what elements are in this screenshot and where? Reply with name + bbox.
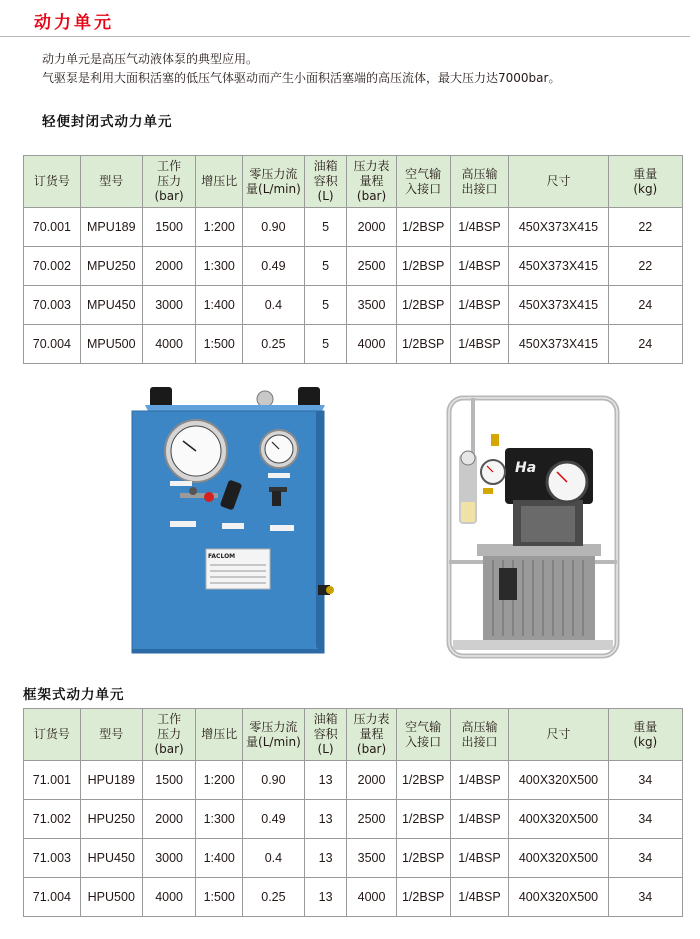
- column-header: [142, 156, 196, 208]
- table-cell: 70.003: [24, 286, 81, 325]
- table-cell: 450X373X415: [509, 286, 608, 325]
- table-cell: HPU250: [80, 800, 142, 839]
- column-header-line: 油箱: [313, 712, 338, 726]
- table-cell: 1/4BSP: [450, 208, 509, 247]
- table-cell: 400X320X500: [509, 761, 608, 800]
- column-header-line: 尺寸: [546, 174, 571, 188]
- column-header: [242, 709, 304, 761]
- table-cell: 1/2BSP: [396, 247, 450, 286]
- table-cell: 4000: [142, 878, 196, 917]
- table-cell: 71.003: [24, 839, 81, 878]
- intro-line-1: 动力单元是高压气动液体泵的典型应用。: [42, 52, 259, 66]
- column-header: [396, 709, 450, 761]
- column-header: [142, 709, 196, 761]
- table-cell: 22: [608, 247, 682, 286]
- table-cell: 0.25: [242, 325, 304, 364]
- pressure-gauge-small-icon: [260, 430, 298, 468]
- table-cell: 1:300: [196, 800, 242, 839]
- section-title-enclosed: 轻便封闭式动力单元: [42, 114, 173, 130]
- table-cell: 1/2BSP: [396, 878, 450, 917]
- table-cell: 34: [608, 878, 682, 917]
- table-cell: 2500: [347, 247, 397, 286]
- table-cell: 70.002: [24, 247, 81, 286]
- table-cell: 1/4BSP: [450, 286, 509, 325]
- table-cell: 0.49: [242, 800, 304, 839]
- table-cell: 1:200: [196, 761, 242, 800]
- table-cell: 71.002: [24, 800, 81, 839]
- column-header: [396, 156, 450, 208]
- column-header-line: (bar): [154, 742, 184, 756]
- table-cell: 1:400: [196, 286, 242, 325]
- header-divider: [0, 36, 690, 37]
- column-header-line: 压力表: [353, 159, 390, 173]
- nameplate-logo: FACLOM: [208, 553, 236, 560]
- table-cell: 24: [608, 325, 682, 364]
- column-header-line: (kg): [633, 734, 658, 749]
- column-header-line: 重量: [633, 719, 658, 734]
- column-header-line: 出接口: [461, 734, 498, 749]
- column-header-line: 量程: [359, 174, 384, 188]
- column-header-line: (bar): [356, 742, 387, 756]
- table-row: [24, 800, 683, 839]
- column-header: [196, 156, 242, 208]
- table-cell: 1:500: [196, 878, 242, 917]
- table-cell: 1/2BSP: [396, 208, 450, 247]
- column-header-line: 型号: [99, 174, 124, 188]
- table-cell: 0.49: [242, 247, 304, 286]
- table-cell: HPU500: [80, 878, 142, 917]
- table-cell: 1/2BSP: [396, 286, 450, 325]
- table-cell: 4000: [347, 878, 397, 917]
- table-cell: 34: [608, 839, 682, 878]
- table-cell: 13: [304, 839, 346, 878]
- column-header-line: 量(L/min): [246, 734, 301, 749]
- table-cell: 1/4BSP: [450, 325, 509, 364]
- column-header: [80, 709, 142, 761]
- column-header: [450, 709, 509, 761]
- table-cell: 0.25: [242, 878, 304, 917]
- column-header-line: 重量: [633, 166, 658, 181]
- table-cell: 3500: [347, 286, 397, 325]
- table-cell: 13: [304, 761, 346, 800]
- table-cell: 1:500: [196, 325, 242, 364]
- table-cell: 22: [608, 208, 682, 247]
- table-cell: 34: [608, 761, 682, 800]
- table-cell: 3000: [142, 286, 196, 325]
- table-cell: 0.4: [242, 839, 304, 878]
- column-header-line: 型号: [99, 727, 124, 741]
- table-cell: 1/4BSP: [450, 839, 509, 878]
- column-header: [608, 156, 682, 208]
- page-title: 动力单元: [34, 13, 114, 33]
- table-cell: 0.90: [242, 761, 304, 800]
- table-cell: 1/4BSP: [450, 247, 509, 286]
- table-row: [24, 761, 683, 800]
- intro-text: [42, 50, 560, 88]
- frame-power-unit-photo: [443, 392, 623, 662]
- table-row: [24, 247, 683, 286]
- table-row: [24, 839, 683, 878]
- table-cell: 1/2BSP: [396, 839, 450, 878]
- column-header-line: 压力表: [353, 712, 390, 726]
- column-header-line: 压力: [157, 727, 182, 741]
- table-cell: MPU500: [80, 325, 142, 364]
- table-cell: 400X320X500: [509, 878, 608, 917]
- column-header: [608, 709, 682, 761]
- table-cell: 1/2BSP: [396, 761, 450, 800]
- table-header-row: [24, 156, 683, 208]
- table-cell: 5: [304, 208, 346, 247]
- table-cell: 5: [304, 325, 346, 364]
- table-cell: 5: [304, 247, 346, 286]
- column-header-line: 容积: [313, 174, 338, 188]
- table-cell: 1:200: [196, 208, 242, 247]
- table-cell: MPU189: [80, 208, 142, 247]
- column-header-line: (kg): [633, 181, 658, 196]
- column-header-line: 零压力流: [249, 719, 298, 734]
- table-cell: HPU189: [80, 761, 142, 800]
- table-cell: MPU450: [80, 286, 142, 325]
- table-cell: 34: [608, 800, 682, 839]
- spec-table-enclosed: [23, 155, 683, 364]
- column-header-line: 工作: [157, 159, 182, 173]
- table-cell: 13: [304, 878, 346, 917]
- column-header-line: 压力: [157, 174, 182, 188]
- column-header: [24, 156, 81, 208]
- pressure-gauge-large-icon: [165, 420, 227, 482]
- column-header-line: 量(L/min): [246, 181, 301, 196]
- table-cell: 400X320X500: [509, 839, 608, 878]
- column-header: [242, 156, 304, 208]
- table-cell: 1:300: [196, 247, 242, 286]
- table-cell: HPU450: [80, 839, 142, 878]
- table-cell: 71.004: [24, 878, 81, 917]
- column-header: [196, 709, 242, 761]
- column-header-line: (L): [317, 742, 334, 756]
- table-row: [24, 286, 683, 325]
- page-header: [0, 0, 700, 40]
- column-header-line: 量程: [359, 727, 384, 741]
- column-header: [509, 156, 608, 208]
- table-cell: 2000: [142, 247, 196, 286]
- table-cell: 24: [608, 286, 682, 325]
- column-header-line: 订货号: [33, 727, 70, 741]
- column-header-line: 高压输: [461, 719, 498, 734]
- column-header-line: 入接口: [405, 734, 442, 749]
- column-header-line: 增压比: [201, 174, 238, 188]
- column-header-line: 增压比: [201, 727, 238, 741]
- table-cell: 2000: [347, 208, 397, 247]
- table-cell: 3500: [347, 839, 397, 878]
- table-cell: 2500: [347, 800, 397, 839]
- column-header-line: (bar): [356, 189, 387, 203]
- table-cell: 1/4BSP: [450, 761, 509, 800]
- table-row: [24, 878, 683, 917]
- table-cell: 71.001: [24, 761, 81, 800]
- pump-brand-logo: Ha: [515, 460, 537, 476]
- table-row: [24, 208, 683, 247]
- column-header: [80, 156, 142, 208]
- table-cell: MPU250: [80, 247, 142, 286]
- table-cell: 2000: [142, 800, 196, 839]
- table-cell: 70.001: [24, 208, 81, 247]
- section-title-frame: 框架式动力单元: [23, 687, 125, 703]
- table-cell: 1500: [142, 208, 196, 247]
- table-cell: 70.004: [24, 325, 81, 364]
- table-row: [24, 325, 683, 364]
- column-header: [450, 156, 509, 208]
- column-header-line: 入接口: [405, 181, 442, 196]
- column-header: [509, 709, 608, 761]
- table-cell: 450X373X415: [509, 247, 608, 286]
- table-cell: 3000: [142, 839, 196, 878]
- intro-line-2: 气驱泵是利用大面积活塞的低压气体驱动而产生小面积活塞端的高压流体，最大压力达7000bar。: [42, 71, 561, 85]
- column-header-line: 零压力流: [249, 166, 298, 181]
- column-header-line: 空气输: [405, 166, 442, 181]
- spec-table-frame: [23, 708, 683, 917]
- table-cell: 4000: [347, 325, 397, 364]
- table-header-row: [24, 709, 683, 761]
- column-header-line: 空气输: [405, 719, 442, 734]
- column-header-line: 高压输: [461, 166, 498, 181]
- column-header-line: 出接口: [461, 181, 498, 196]
- column-header: [304, 156, 346, 208]
- table-cell: 400X320X500: [509, 800, 608, 839]
- column-header: [347, 156, 397, 208]
- table-cell: 13: [304, 800, 346, 839]
- table-cell: 1/2BSP: [396, 325, 450, 364]
- column-header-line: 容积: [313, 727, 338, 741]
- table-cell: 5: [304, 286, 346, 325]
- column-header: [347, 709, 397, 761]
- column-header-line: 尺寸: [546, 727, 571, 741]
- table-cell: 1/2BSP: [396, 800, 450, 839]
- enclosed-power-unit-photo: [120, 385, 335, 660]
- column-header-line: 订货号: [33, 174, 70, 188]
- table-cell: 1/4BSP: [450, 878, 509, 917]
- table-cell: 0.4: [242, 286, 304, 325]
- table-cell: 450X373X415: [509, 208, 608, 247]
- column-header-line: (bar): [154, 189, 184, 203]
- column-header: [304, 709, 346, 761]
- column-header: [24, 709, 81, 761]
- column-header-line: (L): [317, 189, 334, 203]
- table-cell: 1/4BSP: [450, 800, 509, 839]
- table-cell: 450X373X415: [509, 325, 608, 364]
- table-cell: 0.90: [242, 208, 304, 247]
- table-cell: 1:400: [196, 839, 242, 878]
- column-header-line: 工作: [157, 712, 182, 726]
- table-cell: 4000: [142, 325, 196, 364]
- column-header-line: 油箱: [313, 159, 338, 173]
- table-cell: 1500: [142, 761, 196, 800]
- table-cell: 2000: [347, 761, 397, 800]
